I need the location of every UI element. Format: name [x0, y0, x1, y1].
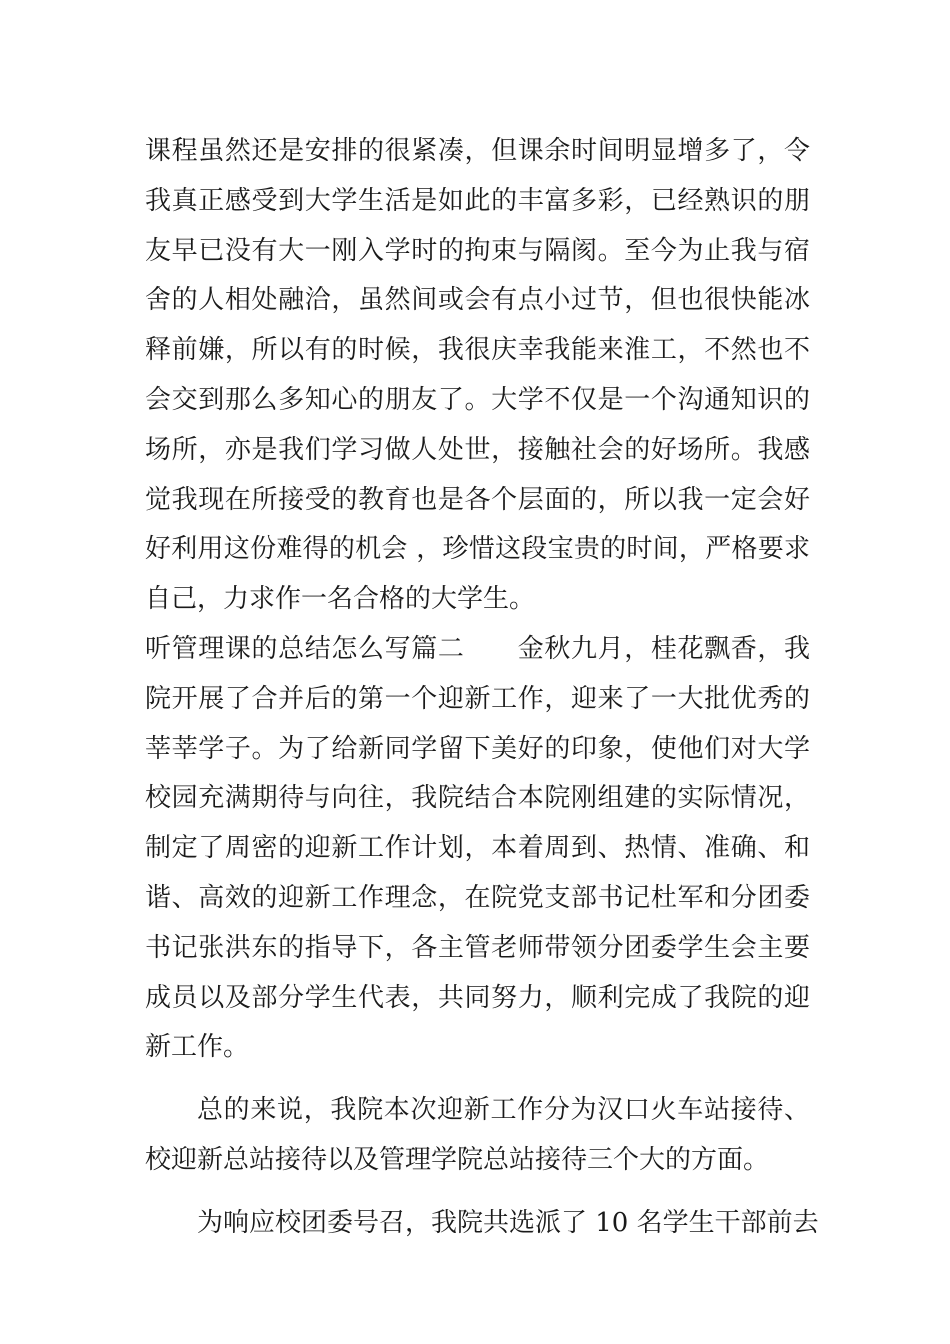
text-line: 总的来说，我院本次迎新工作分为汉口火车站接待、 — [197, 1095, 810, 1126]
text-line: 校迎新总站接待以及管理学院总站接待三个大的方面。 — [145, 1144, 770, 1175]
text-line: 成员以及部分学生代表，共同努力，顺利完成了我院的迎 — [145, 982, 810, 1013]
paragraph-spacer — [145, 1186, 810, 1199]
document-body — [145, 127, 819, 1249]
text-line: 谐、高效的迎新工作理念，在院党支部书记杜军和分团委 — [145, 882, 810, 913]
text-line: 校园充满期待与向往，我院结合本院刚组建的实际情况， — [145, 783, 810, 814]
paragraph-2 — [145, 625, 810, 1073]
paragraph-4 — [145, 1199, 819, 1249]
paragraph-1 — [145, 127, 810, 625]
section-heading-line: 听管理课的总结怎么写篇二 金秋九月，桂花飘香，我 — [145, 633, 810, 664]
text-line: 莘莘学子。为了给新同学留下美好的印象，使他们对大学 — [145, 733, 810, 764]
text-line: 自己，力求作一名合格的大学生。 — [145, 584, 536, 615]
text-line: 书记张洪东的指导下，各主管老师带领分团委学生会主要 — [145, 932, 810, 963]
text-line: 为响应校团委号召，我院共选派了 10 名学生干部前去 — [197, 1207, 819, 1238]
text-line: 新工作。 — [145, 1032, 250, 1063]
text-line: 我真正感受到大学生活是如此的丰富多彩，已经熟识的朋 — [145, 185, 810, 216]
text-line: 课程虽然还是安排的很紧凑，但课余时间明显增多了，令 — [145, 136, 810, 166]
text-line: 好利用这份难得的机会 ，珍惜这段宝贵的时间，严格要求 — [145, 534, 810, 565]
text-line: 会交到那么多知心的朋友了。大学不仅是一个沟通知识的 — [145, 384, 810, 415]
text-line: 舍的人相处融洽，虽然间或会有点小过节，但也很快能冰 — [145, 285, 810, 316]
text-line: 场所，亦是我们学习做人处世，接触社会的好场所。我感 — [145, 434, 810, 465]
text-line: 释前嫌，所以有的时候，我很庆幸我能来淮工，不然也不 — [145, 335, 810, 366]
text-line: 友早已没有大一刚入学时的拘束与隔阂。至今为止我与宿 — [145, 235, 810, 266]
text-line: 院开展了合并后的第一个迎新工作，迎来了一大批优秀的 — [145, 683, 810, 714]
paragraph-3 — [145, 1086, 810, 1186]
text-line: 制定了周密的迎新工作计划，本着周到、热情、准确、和 — [145, 833, 810, 864]
paragraph-spacer — [145, 1073, 810, 1086]
text-line: 觉我现在所接受的教育也是各个层面的，所以我一定会好 — [145, 484, 810, 515]
